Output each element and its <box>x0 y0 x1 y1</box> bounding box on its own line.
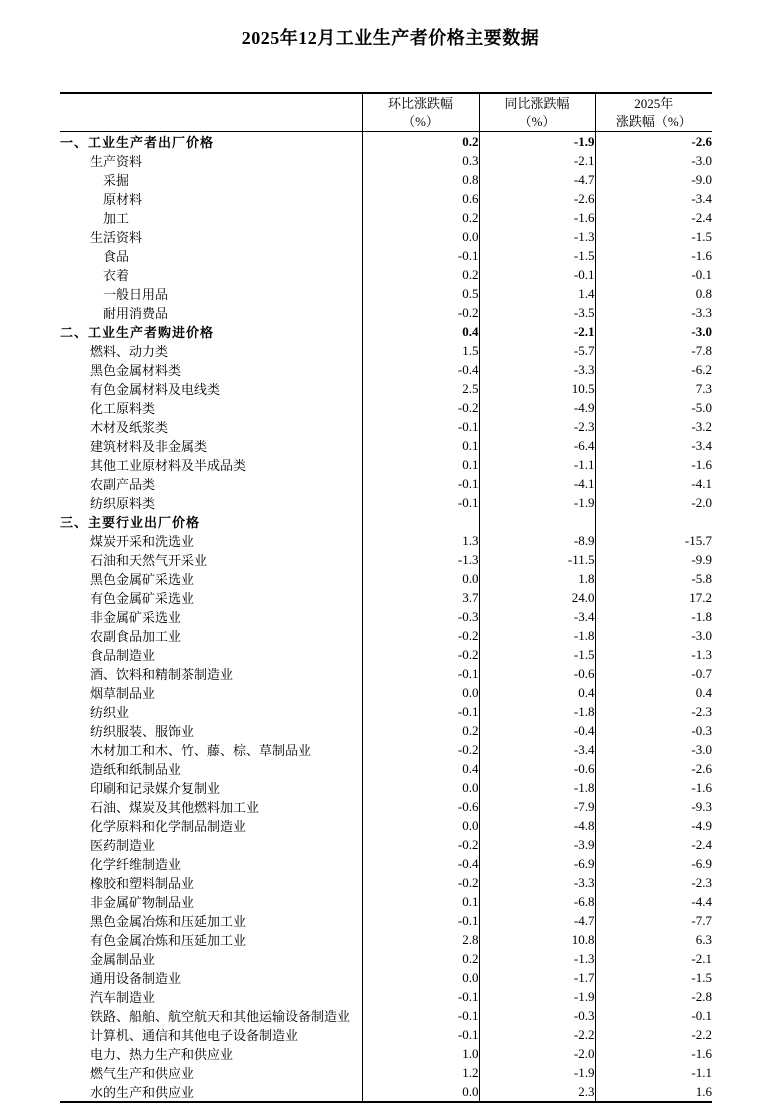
row-value-col1: 0.6 <box>362 189 479 208</box>
table-row <box>60 987 712 1006</box>
table-row <box>60 1063 712 1082</box>
row-label: 生活资料 <box>90 230 143 245</box>
row-label: 燃气生产和供应业 <box>90 1066 195 1081</box>
table-row <box>60 816 712 835</box>
row-label: 水的生产和供应业 <box>90 1085 195 1100</box>
table-row <box>60 892 712 911</box>
table-row <box>60 322 712 341</box>
row-label: 一、工业生产者出厂价格 <box>60 135 215 150</box>
row-label: 化学纤维制造业 <box>90 857 182 872</box>
row-label: 金属制品业 <box>90 952 156 967</box>
row-value-col2: -2.2 <box>479 1025 595 1044</box>
table-row <box>60 626 712 645</box>
row-value-col1: 2.8 <box>362 930 479 949</box>
row-label: 三、主要行业出厂价格 <box>60 515 201 530</box>
table-row <box>60 930 712 949</box>
header-yoy <box>479 93 595 132</box>
row-value-col3: -3.0 <box>595 740 712 759</box>
row-label: 通用设备制造业 <box>90 971 182 986</box>
row-value-col1: -0.2 <box>362 835 479 854</box>
table-row <box>60 664 712 683</box>
table-row <box>60 569 712 588</box>
row-value-col3: -0.3 <box>595 721 712 740</box>
row-value-col3 <box>595 512 712 531</box>
row-label: 非金属矿采选业 <box>90 610 182 625</box>
row-value-col2: -0.3 <box>479 1006 595 1025</box>
row-value-col2: -1.9 <box>479 493 595 512</box>
row-value-col1: -1.3 <box>362 550 479 569</box>
table-row <box>60 759 712 778</box>
table-row <box>60 474 712 493</box>
row-value-col3: -1.6 <box>595 455 712 474</box>
row-label: 燃料、动力类 <box>90 344 169 359</box>
row-value-col1: 0.0 <box>362 968 479 987</box>
row-value-col3: 6.3 <box>595 930 712 949</box>
table-row <box>60 721 712 740</box>
row-value-col2: -4.8 <box>479 816 595 835</box>
row-label: 食品制造业 <box>90 648 156 663</box>
row-value-col1: -0.3 <box>362 607 479 626</box>
row-label: 木材及纸浆类 <box>90 420 169 435</box>
row-value-col1: 1.2 <box>362 1063 479 1082</box>
row-value-col1: 0.2 <box>362 265 479 284</box>
row-value-col2: -7.9 <box>479 797 595 816</box>
row-value-col3: -3.3 <box>595 303 712 322</box>
page-title: 2025年12月工业生产者价格主要数据 <box>241 28 540 48</box>
row-value-col3: -0.1 <box>595 1006 712 1025</box>
row-value-col1: 0.1 <box>362 436 479 455</box>
row-value-col3: -2.3 <box>595 873 712 892</box>
row-value-col1: -0.1 <box>362 987 479 1006</box>
row-value-col3: -9.0 <box>595 170 712 189</box>
row-value-col3: -7.8 <box>595 341 712 360</box>
table-row <box>60 360 712 379</box>
table-row <box>60 1044 712 1063</box>
row-label: 黑色金属矿采选业 <box>90 572 195 587</box>
row-value-col2: -0.4 <box>479 721 595 740</box>
table-body <box>60 132 712 1103</box>
row-label: 衣着 <box>103 268 130 283</box>
table-row <box>60 398 712 417</box>
row-label: 采掘 <box>103 173 130 188</box>
row-value-col3: -3.0 <box>595 322 712 341</box>
row-value-col2: -1.5 <box>479 645 595 664</box>
row-value-col3: 1.6 <box>595 1082 712 1102</box>
row-value-col2: -1.6 <box>479 208 595 227</box>
table-row <box>60 341 712 360</box>
row-value-col1: 0.0 <box>362 816 479 835</box>
table-row <box>60 379 712 398</box>
row-value-col3: -3.4 <box>595 189 712 208</box>
row-value-col2: 1.4 <box>479 284 595 303</box>
row-value-col1: 0.8 <box>362 170 479 189</box>
row-value-col2: -4.9 <box>479 398 595 417</box>
row-label: 纺织原料类 <box>90 496 156 511</box>
row-label: 黑色金属冶炼和压延加工业 <box>90 914 247 929</box>
header-row <box>60 93 712 132</box>
row-value-col2: -2.1 <box>479 322 595 341</box>
row-value-col2 <box>479 512 595 531</box>
table-row <box>60 588 712 607</box>
row-value-col2: -1.1 <box>479 455 595 474</box>
row-label: 造纸和纸制品业 <box>90 762 182 777</box>
row-value-col3: -1.8 <box>595 607 712 626</box>
row-value-col3: -7.7 <box>595 911 712 930</box>
row-value-col1: 0.1 <box>362 455 479 474</box>
row-value-col1: 0.0 <box>362 778 479 797</box>
row-value-col2: -2.1 <box>479 151 595 170</box>
row-value-col2: -0.6 <box>479 759 595 778</box>
row-label: 化学原料和化学制品制造业 <box>90 819 247 834</box>
table-row <box>60 550 712 569</box>
row-value-col3: -1.6 <box>595 1044 712 1063</box>
row-value-col2: 24.0 <box>479 588 595 607</box>
row-value-col2: -0.1 <box>479 265 595 284</box>
row-value-col1: 0.4 <box>362 759 479 778</box>
table-row <box>60 227 712 246</box>
row-value-col2: -2.6 <box>479 189 595 208</box>
row-value-col1: -0.2 <box>362 645 479 664</box>
row-value-col2: -1.3 <box>479 949 595 968</box>
row-value-col2: -2.3 <box>479 417 595 436</box>
table-row <box>60 493 712 512</box>
row-value-col3: -2.3 <box>595 702 712 721</box>
row-value-col2: -4.7 <box>479 911 595 930</box>
table-row <box>60 189 712 208</box>
row-value-col3: -1.5 <box>595 227 712 246</box>
row-label: 其他工业原材料及半成品类 <box>90 458 247 473</box>
table-row <box>60 835 712 854</box>
row-value-col1: 2.5 <box>362 379 479 398</box>
row-value-col2: -3.3 <box>479 873 595 892</box>
row-value-col1: -0.2 <box>362 398 479 417</box>
row-value-col2: -2.0 <box>479 1044 595 1063</box>
row-label: 石油和天然气开采业 <box>90 553 208 568</box>
row-value-col1: 0.0 <box>362 1082 479 1102</box>
row-value-col3: 0.8 <box>595 284 712 303</box>
row-value-col3: -1.6 <box>595 246 712 265</box>
row-value-col1: -0.4 <box>362 854 479 873</box>
row-label: 二、工业生产者购进价格 <box>60 325 215 340</box>
table-row <box>60 170 712 189</box>
row-value-col3: -3.4 <box>595 436 712 455</box>
table-row <box>60 873 712 892</box>
row-value-col3: -1.6 <box>595 778 712 797</box>
row-label: 建筑材料及非金属类 <box>90 439 208 454</box>
table-row <box>60 683 712 702</box>
row-value-col1: -0.2 <box>362 303 479 322</box>
row-value-col1: 0.2 <box>362 949 479 968</box>
table-row <box>60 778 712 797</box>
ppi-table <box>60 92 712 1103</box>
row-value-col2: -4.7 <box>479 170 595 189</box>
table-row <box>60 284 712 303</box>
row-value-col2: -11.5 <box>479 550 595 569</box>
row-value-col1: -0.1 <box>362 246 479 265</box>
row-value-col3: -1.1 <box>595 1063 712 1082</box>
row-value-col2: -8.9 <box>479 531 595 550</box>
row-value-col3: -2.6 <box>595 132 712 152</box>
row-label: 农副食品加工业 <box>90 629 182 644</box>
row-value-col3: -0.1 <box>595 265 712 284</box>
row-value-col2: -6.4 <box>479 436 595 455</box>
row-value-col1: -0.4 <box>362 360 479 379</box>
row-value-col1: 0.0 <box>362 683 479 702</box>
row-value-col3: -2.8 <box>595 987 712 1006</box>
row-label: 一般日用品 <box>103 287 169 302</box>
table-row <box>60 1082 712 1102</box>
table-header <box>60 93 712 132</box>
table-row <box>60 512 712 531</box>
row-value-col1: 0.2 <box>362 721 479 740</box>
row-label: 石油、煤炭及其他燃料加工业 <box>90 800 260 815</box>
row-value-col3: -2.6 <box>595 759 712 778</box>
row-value-col3: 17.2 <box>595 588 712 607</box>
row-value-col2: 0.4 <box>479 683 595 702</box>
row-value-col3: -5.8 <box>595 569 712 588</box>
table-row <box>60 911 712 930</box>
row-label: 汽车制造业 <box>90 990 156 1005</box>
row-value-col3: -4.4 <box>595 892 712 911</box>
row-value-col2: -1.8 <box>479 778 595 797</box>
row-value-col1: -0.1 <box>362 417 479 436</box>
row-label: 非金属矿物制品业 <box>90 895 195 910</box>
row-value-col2: -3.4 <box>479 607 595 626</box>
row-value-col2: -6.8 <box>479 892 595 911</box>
row-label: 计算机、通信和其他电子设备制造业 <box>90 1028 299 1043</box>
row-label: 橡胶和塑料制品业 <box>90 876 195 891</box>
row-value-col2: -3.9 <box>479 835 595 854</box>
row-value-col3: 7.3 <box>595 379 712 398</box>
table-row <box>60 436 712 455</box>
row-value-col3: 0.4 <box>595 683 712 702</box>
table-row <box>60 797 712 816</box>
row-value-col3: -1.5 <box>595 968 712 987</box>
row-value-col1: -0.2 <box>362 873 479 892</box>
table-row <box>60 132 712 152</box>
row-value-col3: -2.1 <box>595 949 712 968</box>
row-value-col3: -2.4 <box>595 208 712 227</box>
row-value-col1: -0.2 <box>362 626 479 645</box>
row-label: 加工 <box>103 211 130 226</box>
row-value-col3: -3.2 <box>595 417 712 436</box>
table-row <box>60 265 712 284</box>
row-label: 印刷和记录媒介复制业 <box>90 781 221 796</box>
row-value-col1: -0.1 <box>362 911 479 930</box>
row-value-col1: 0.2 <box>362 208 479 227</box>
row-value-col3: -3.0 <box>595 626 712 645</box>
row-value-col2: 1.8 <box>479 569 595 588</box>
table-row <box>60 854 712 873</box>
row-label: 耐用消费品 <box>103 306 169 321</box>
row-label: 食品 <box>103 249 130 264</box>
row-value-col1: 1.0 <box>362 1044 479 1063</box>
row-value-col2: -0.6 <box>479 664 595 683</box>
row-value-col3: -5.0 <box>595 398 712 417</box>
row-value-col1: 0.5 <box>362 284 479 303</box>
table-row <box>60 949 712 968</box>
row-value-col2: -3.4 <box>479 740 595 759</box>
row-value-col3: -9.9 <box>595 550 712 569</box>
table-row <box>60 303 712 322</box>
header-label-blank <box>60 93 362 132</box>
row-value-col1: 0.3 <box>362 151 479 170</box>
row-value-col2: -3.3 <box>479 360 595 379</box>
table-row <box>60 1006 712 1025</box>
row-label: 化工原料类 <box>90 401 156 416</box>
table-row <box>60 531 712 550</box>
row-label: 铁路、船舶、航空航天和其他运输设备制造业 <box>90 1009 351 1024</box>
row-value-col2: -1.8 <box>479 702 595 721</box>
row-value-col2: -1.8 <box>479 626 595 645</box>
row-value-col1: -0.1 <box>362 474 479 493</box>
row-value-col1: -0.1 <box>362 1006 479 1025</box>
header-ytd <box>595 93 712 132</box>
row-value-col2: 10.8 <box>479 930 595 949</box>
row-value-col3: -6.9 <box>595 854 712 873</box>
row-value-col2: -1.9 <box>479 132 595 152</box>
row-value-col2: -4.1 <box>479 474 595 493</box>
row-label: 木材加工和木、竹、藤、棕、草制品业 <box>90 743 312 758</box>
row-label: 酒、饮料和精制茶制造业 <box>90 667 234 682</box>
row-label: 纺织服装、服饰业 <box>90 724 195 739</box>
row-value-col3: -2.4 <box>595 835 712 854</box>
table-row <box>60 208 712 227</box>
table-row <box>60 417 712 436</box>
header-mom-line1: 环比涨跌幅 <box>387 95 453 111</box>
table-row <box>60 151 712 170</box>
row-value-col2: -1.9 <box>479 987 595 1006</box>
table-row <box>60 968 712 987</box>
row-value-col1: -0.1 <box>362 1025 479 1044</box>
row-value-col1: -0.6 <box>362 797 479 816</box>
row-value-col3: -4.9 <box>595 816 712 835</box>
row-value-col3: -2.0 <box>595 493 712 512</box>
row-value-col3: -0.7 <box>595 664 712 683</box>
row-value-col2: -6.9 <box>479 854 595 873</box>
row-value-col1: 1.5 <box>362 341 479 360</box>
row-value-col3: -6.2 <box>595 360 712 379</box>
row-label: 生产资料 <box>90 154 143 169</box>
row-value-col2: -3.5 <box>479 303 595 322</box>
row-value-col3: -15.7 <box>595 531 712 550</box>
table-row <box>60 645 712 664</box>
header-yoy-line2: （%） <box>518 113 556 129</box>
row-value-col2: -5.7 <box>479 341 595 360</box>
row-value-col1: 0.1 <box>362 892 479 911</box>
row-value-col3: -1.3 <box>595 645 712 664</box>
row-value-col2: 10.5 <box>479 379 595 398</box>
row-value-col1: -0.2 <box>362 740 479 759</box>
table-row <box>60 246 712 265</box>
row-value-col3: -4.1 <box>595 474 712 493</box>
row-label: 黑色金属材料类 <box>90 363 182 378</box>
row-value-col2: 2.3 <box>479 1082 595 1102</box>
row-value-col1: 1.3 <box>362 531 479 550</box>
header-ytd-line1: 2025年 <box>634 95 674 111</box>
row-label: 医药制造业 <box>90 838 156 853</box>
table-row <box>60 1025 712 1044</box>
row-label: 煤炭开采和洗选业 <box>90 534 195 549</box>
row-value-col1: 0.4 <box>362 322 479 341</box>
row-value-col1: 0.0 <box>362 569 479 588</box>
table-row <box>60 455 712 474</box>
row-value-col3: -9.3 <box>595 797 712 816</box>
row-label: 原材料 <box>103 192 143 207</box>
row-value-col1: -0.1 <box>362 664 479 683</box>
row-value-col2: -1.9 <box>479 1063 595 1082</box>
row-value-col3: -3.0 <box>595 151 712 170</box>
table-row <box>60 607 712 626</box>
row-label: 有色金属冶炼和压延加工业 <box>90 933 247 948</box>
row-label: 烟草制品业 <box>90 686 156 701</box>
header-ytd-line2: 涨跌幅（%） <box>615 113 692 129</box>
row-value-col1: 0.2 <box>362 132 479 152</box>
row-value-col1: -0.1 <box>362 493 479 512</box>
header-mom <box>362 93 479 132</box>
row-value-col2: -1.7 <box>479 968 595 987</box>
table-row <box>60 702 712 721</box>
row-label: 纺织业 <box>90 705 130 720</box>
row-value-col1: -0.1 <box>362 702 479 721</box>
row-value-col1 <box>362 512 479 531</box>
table-row <box>60 740 712 759</box>
row-value-col2: -1.5 <box>479 246 595 265</box>
row-value-col1: 0.0 <box>362 227 479 246</box>
row-label: 有色金属材料及电线类 <box>90 382 221 397</box>
row-value-col2: -1.3 <box>479 227 595 246</box>
row-label: 农副产品类 <box>90 477 156 492</box>
row-label: 有色金属矿采选业 <box>90 591 195 606</box>
row-label: 电力、热力生产和供应业 <box>90 1047 234 1062</box>
header-yoy-line1: 同比涨跌幅 <box>504 95 570 111</box>
row-value-col1: 3.7 <box>362 588 479 607</box>
row-value-col3: -2.2 <box>595 1025 712 1044</box>
header-mom-line2: （%） <box>402 113 439 129</box>
